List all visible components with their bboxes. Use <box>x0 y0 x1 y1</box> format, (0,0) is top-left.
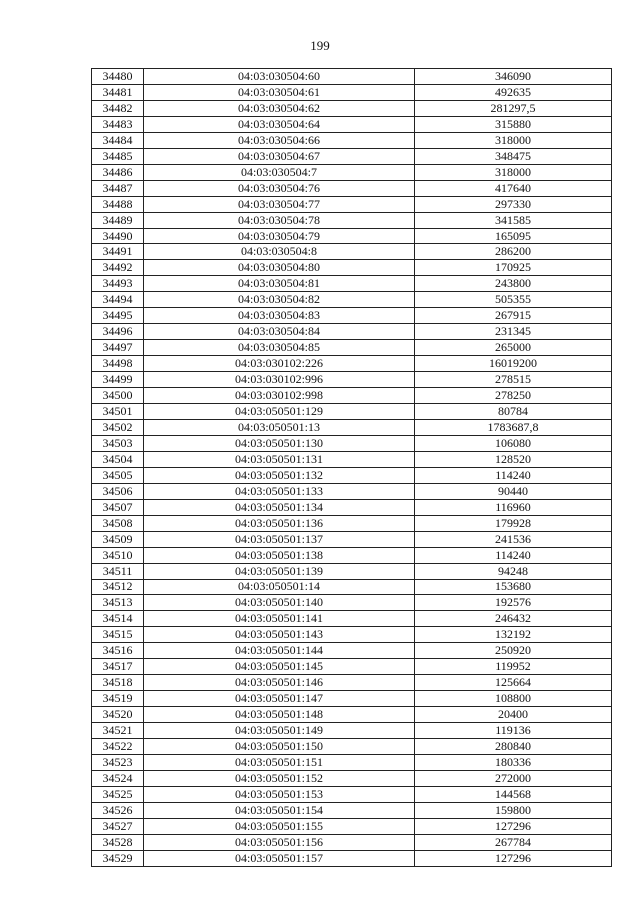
cadastral-number-cell: 04:03:030504:66 <box>144 132 415 148</box>
value-cell: 267784 <box>415 834 612 850</box>
value-cell: 114240 <box>415 547 612 563</box>
table-row <box>92 754 612 770</box>
row-number-cell: 34512 <box>92 579 144 595</box>
table-row <box>92 451 612 467</box>
row-number-cell: 34519 <box>92 691 144 707</box>
row-number-cell: 34522 <box>92 739 144 755</box>
value-cell: 159800 <box>415 802 612 818</box>
table-row <box>92 116 612 132</box>
cadastral-number-cell: 04:03:030504:84 <box>144 324 415 340</box>
cadastral-number-cell: 04:03:050501:153 <box>144 786 415 802</box>
row-number-cell: 34510 <box>92 547 144 563</box>
row-number-cell: 34514 <box>92 611 144 627</box>
table-row <box>92 164 612 180</box>
table-row <box>92 739 612 755</box>
cadastral-number-cell: 04:03:030504:81 <box>144 276 415 292</box>
value-cell: 16019200 <box>415 356 612 372</box>
cadastral-number-cell: 04:03:030102:998 <box>144 388 415 404</box>
cadastral-number-cell: 04:03:030504:83 <box>144 308 415 324</box>
registry-table-body <box>92 69 612 867</box>
cadastral-number-cell: 04:03:050501:146 <box>144 675 415 691</box>
table-row <box>92 324 612 340</box>
row-number-cell: 34516 <box>92 643 144 659</box>
row-number-cell: 34480 <box>92 69 144 85</box>
value-cell: 132192 <box>415 627 612 643</box>
table-row <box>92 643 612 659</box>
cadastral-number-cell: 04:03:050501:131 <box>144 451 415 467</box>
value-cell: 272000 <box>415 770 612 786</box>
row-number-cell: 34508 <box>92 515 144 531</box>
table-row <box>92 834 612 850</box>
table-row <box>92 659 612 675</box>
cadastral-number-cell: 04:03:050501:129 <box>144 404 415 420</box>
value-cell: 417640 <box>415 180 612 196</box>
value-cell: 80784 <box>415 404 612 420</box>
cadastral-number-cell: 04:03:050501:14 <box>144 579 415 595</box>
value-cell: 286200 <box>415 244 612 260</box>
table-row <box>92 723 612 739</box>
table-row <box>92 196 612 212</box>
value-cell: 170925 <box>415 260 612 276</box>
row-number-cell: 34482 <box>92 100 144 116</box>
value-cell: 192576 <box>415 595 612 611</box>
row-number-cell: 34488 <box>92 196 144 212</box>
value-cell: 144568 <box>415 786 612 802</box>
row-number-cell: 34490 <box>92 228 144 244</box>
row-number-cell: 34523 <box>92 754 144 770</box>
cadastral-number-cell: 04:03:050501:134 <box>144 499 415 515</box>
value-cell: 246432 <box>415 611 612 627</box>
cadastral-number-cell: 04:03:050501:152 <box>144 770 415 786</box>
table-row <box>92 292 612 308</box>
table-row <box>92 675 612 691</box>
value-cell: 243800 <box>415 276 612 292</box>
table-row <box>92 435 612 451</box>
row-number-cell: 34521 <box>92 723 144 739</box>
table-row <box>92 340 612 356</box>
value-cell: 297330 <box>415 196 612 212</box>
row-number-cell: 34485 <box>92 148 144 164</box>
cadastral-number-cell: 04:03:050501:150 <box>144 739 415 755</box>
cadastral-number-cell: 04:03:030102:996 <box>144 372 415 388</box>
value-cell: 318000 <box>415 132 612 148</box>
cadastral-number-cell: 04:03:030504:79 <box>144 228 415 244</box>
value-cell: 119952 <box>415 659 612 675</box>
row-number-cell: 34484 <box>92 132 144 148</box>
row-number-cell: 34517 <box>92 659 144 675</box>
row-number-cell: 34497 <box>92 340 144 356</box>
row-number-cell: 34498 <box>92 356 144 372</box>
table-row <box>92 388 612 404</box>
cadastral-number-cell: 04:03:050501:154 <box>144 802 415 818</box>
value-cell: 179928 <box>415 515 612 531</box>
cadastral-number-cell: 04:03:030504:61 <box>144 84 415 100</box>
table-row <box>92 515 612 531</box>
row-number-cell: 34503 <box>92 435 144 451</box>
table-row <box>92 148 612 164</box>
cadastral-number-cell: 04:03:050501:137 <box>144 531 415 547</box>
cadastral-number-cell: 04:03:050501:139 <box>144 563 415 579</box>
row-number-cell: 34513 <box>92 595 144 611</box>
value-cell: 125664 <box>415 675 612 691</box>
table-row <box>92 419 612 435</box>
cadastral-number-cell: 04:03:050501:151 <box>144 754 415 770</box>
value-cell: 116960 <box>415 499 612 515</box>
cadastral-number-cell: 04:03:050501:133 <box>144 483 415 499</box>
table-row <box>92 483 612 499</box>
cadastral-number-cell: 04:03:050501:132 <box>144 467 415 483</box>
row-number-cell: 34526 <box>92 802 144 818</box>
value-cell: 318000 <box>415 164 612 180</box>
cadastral-number-cell: 04:03:050501:130 <box>144 435 415 451</box>
table-row <box>92 786 612 802</box>
page-number: 199 <box>310 38 330 53</box>
cadastral-number-cell: 04:03:050501:143 <box>144 627 415 643</box>
table-row <box>92 547 612 563</box>
table-row <box>92 467 612 483</box>
cadastral-number-cell: 04:03:050501:156 <box>144 834 415 850</box>
row-number-cell: 34502 <box>92 419 144 435</box>
cadastral-number-cell: 04:03:030504:7 <box>144 164 415 180</box>
table-row <box>92 818 612 834</box>
row-number-cell: 34491 <box>92 244 144 260</box>
value-cell: 128520 <box>415 451 612 467</box>
row-number-cell: 34486 <box>92 164 144 180</box>
table-row <box>92 84 612 100</box>
table-row <box>92 372 612 388</box>
row-number-cell: 34504 <box>92 451 144 467</box>
row-number-cell: 34492 <box>92 260 144 276</box>
value-cell: 106080 <box>415 435 612 451</box>
row-number-cell: 34505 <box>92 467 144 483</box>
value-cell: 119136 <box>415 723 612 739</box>
table-row <box>92 100 612 116</box>
table-row <box>92 228 612 244</box>
table-row <box>92 69 612 85</box>
cadastral-number-cell: 04:03:050501:140 <box>144 595 415 611</box>
cadastral-number-cell: 04:03:050501:136 <box>144 515 415 531</box>
cadastral-number-cell: 04:03:030504:77 <box>144 196 415 212</box>
table-row <box>92 850 612 866</box>
row-number-cell: 34509 <box>92 531 144 547</box>
table-row <box>92 244 612 260</box>
cadastral-number-cell: 04:03:050501:145 <box>144 659 415 675</box>
value-cell: 278250 <box>415 388 612 404</box>
row-number-cell: 34525 <box>92 786 144 802</box>
table-row <box>92 595 612 611</box>
table-row <box>92 770 612 786</box>
value-cell: 348475 <box>415 148 612 164</box>
table-row <box>92 802 612 818</box>
registry-table <box>91 68 612 867</box>
row-number-cell: 34524 <box>92 770 144 786</box>
value-cell: 108800 <box>415 691 612 707</box>
cadastral-number-cell: 04:03:050501:155 <box>144 818 415 834</box>
cadastral-number-cell: 04:03:030504:67 <box>144 148 415 164</box>
cadastral-number-cell: 04:03:030504:80 <box>144 260 415 276</box>
row-number-cell: 34489 <box>92 212 144 228</box>
row-number-cell: 34506 <box>92 483 144 499</box>
value-cell: 153680 <box>415 579 612 595</box>
value-cell: 180336 <box>415 754 612 770</box>
cadastral-number-cell: 04:03:050501:148 <box>144 707 415 723</box>
table-row <box>92 132 612 148</box>
row-number-cell: 34507 <box>92 499 144 515</box>
value-cell: 280840 <box>415 739 612 755</box>
cadastral-number-cell: 04:03:050501:141 <box>144 611 415 627</box>
cadastral-number-cell: 04:03:030504:8 <box>144 244 415 260</box>
value-cell: 127296 <box>415 850 612 866</box>
table-row <box>92 356 612 372</box>
cadastral-number-cell: 04:03:050501:138 <box>144 547 415 563</box>
cadastral-number-cell: 04:03:050501:149 <box>144 723 415 739</box>
cadastral-number-cell: 04:03:050501:157 <box>144 850 415 866</box>
value-cell: 114240 <box>415 467 612 483</box>
row-number-cell: 34527 <box>92 818 144 834</box>
row-number-cell: 34494 <box>92 292 144 308</box>
row-number-cell: 34496 <box>92 324 144 340</box>
value-cell: 341585 <box>415 212 612 228</box>
value-cell: 265000 <box>415 340 612 356</box>
value-cell: 90440 <box>415 483 612 499</box>
value-cell: 315880 <box>415 116 612 132</box>
value-cell: 241536 <box>415 531 612 547</box>
cadastral-number-cell: 04:03:030504:85 <box>144 340 415 356</box>
cadastral-number-cell: 04:03:050501:144 <box>144 643 415 659</box>
cadastral-number-cell: 04:03:030102:226 <box>144 356 415 372</box>
table-row <box>92 627 612 643</box>
table-row <box>92 276 612 292</box>
cadastral-number-cell: 04:03:050501:147 <box>144 691 415 707</box>
value-cell: 492635 <box>415 84 612 100</box>
value-cell: 127296 <box>415 818 612 834</box>
value-cell: 505355 <box>415 292 612 308</box>
row-number-cell: 34520 <box>92 707 144 723</box>
table-row <box>92 260 612 276</box>
row-number-cell: 34518 <box>92 675 144 691</box>
table-row <box>92 531 612 547</box>
row-number-cell: 34481 <box>92 84 144 100</box>
table-row <box>92 691 612 707</box>
row-number-cell: 34487 <box>92 180 144 196</box>
cadastral-number-cell: 04:03:030504:60 <box>144 69 415 85</box>
table-row <box>92 212 612 228</box>
table-row <box>92 563 612 579</box>
row-number-cell: 34528 <box>92 834 144 850</box>
cadastral-number-cell: 04:03:030504:78 <box>144 212 415 228</box>
table-row <box>92 308 612 324</box>
table-row <box>92 707 612 723</box>
cadastral-number-cell: 04:03:030504:82 <box>144 292 415 308</box>
row-number-cell: 34515 <box>92 627 144 643</box>
cadastral-number-cell: 04:03:030504:76 <box>144 180 415 196</box>
row-number-cell: 34495 <box>92 308 144 324</box>
row-number-cell: 34499 <box>92 372 144 388</box>
table-row <box>92 579 612 595</box>
cadastral-number-cell: 04:03:030504:64 <box>144 116 415 132</box>
value-cell: 278515 <box>415 372 612 388</box>
table-row <box>92 180 612 196</box>
value-cell: 346090 <box>415 69 612 85</box>
value-cell: 250920 <box>415 643 612 659</box>
row-number-cell: 34483 <box>92 116 144 132</box>
value-cell: 231345 <box>415 324 612 340</box>
cadastral-number-cell: 04:03:050501:13 <box>144 419 415 435</box>
value-cell: 20400 <box>415 707 612 723</box>
row-number-cell: 34529 <box>92 850 144 866</box>
table-row <box>92 611 612 627</box>
row-number-cell: 34501 <box>92 404 144 420</box>
row-number-cell: 34511 <box>92 563 144 579</box>
value-cell: 94248 <box>415 563 612 579</box>
table-row <box>92 499 612 515</box>
row-number-cell: 34493 <box>92 276 144 292</box>
value-cell: 281297,5 <box>415 100 612 116</box>
value-cell: 1783687,8 <box>415 419 612 435</box>
cadastral-number-cell: 04:03:030504:62 <box>144 100 415 116</box>
table-row <box>92 404 612 420</box>
value-cell: 267915 <box>415 308 612 324</box>
value-cell: 165095 <box>415 228 612 244</box>
row-number-cell: 34500 <box>92 388 144 404</box>
